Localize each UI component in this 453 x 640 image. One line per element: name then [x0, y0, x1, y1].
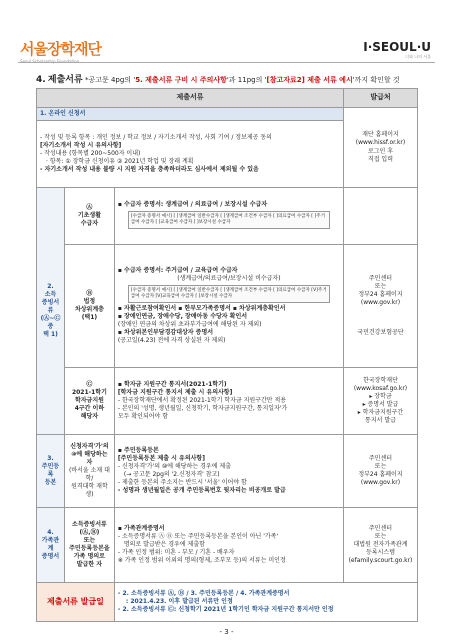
- near-poverty-issuer: 주민센터 또는 정부24 홈페이지 (www.gov.kr) 국민건강보험공단: [343, 245, 417, 368]
- logo-i-seoul-u: I·SEOUL·U 너와 나의 서울: [363, 40, 431, 59]
- page-number: - 3 -: [219, 628, 234, 636]
- family-relation-label: 4. 가족관계 증명서: [37, 508, 65, 583]
- income-proof-label: 2. 소득 증빙서류 (Ⓐ~Ⓒ 중 택 1): [37, 188, 65, 435]
- resident-registration-issuer: 주민센터 또는 정부24 홈페이지 (www.gov.kr): [343, 435, 417, 508]
- header-issuer: 발급처: [343, 89, 417, 108]
- near-poverty-label: Ⓑ 법정 차상위계층 (택1): [64, 245, 114, 368]
- family-relation-issuer: 주민센터 또는 대법원 전자가족관계 등록시스템 (efamily.scourt.go.kr): [343, 508, 417, 583]
- resident-registration-details: ▪ 주민등록등본 [주민등록등본 제출 시 유의사항] - 신청자격'가'의 ⑩에 해당하는 경우에 제출 (→ 공고문 2pg의 '2.신청자격' 참고) - 제출한 등본의 주소지는 반드시 '서울' 이어야 함 - 성명과 생년월일은 공개 주민등록번호 뒷자리는 비공개로 발급: [114, 435, 343, 508]
- online-form-details: - 작성 및 등록 항목 : 개인 정보 / 학교 정보 / 자기소개서 작성, 사회 기여 / 정보제공 동의 [자기소개서 작성 시 유의사항] - 작성내용 (항목별 200~500자 이내) · 항목: ① 장학금 신청이유 ② 2021년 학업 및 장래 계획 - 자기소개서 작성 내용 불량 시 지원 자격을 충족하더라도 심사에서 제외될 수 있음: [37, 121, 344, 188]
- section-title: 4. 제출서류 *공고문 4pg의 '5. 제출서류 구비 시 주의사항'과 11pg의 '[참고자료2] 제출 서류 예시'까지 확인할 것: [36, 75, 400, 85]
- online-issuer: 재단 홈페이지 (www.hissf.or.kr) 로그인 후 직접 입력: [343, 108, 417, 188]
- blank-issuer: [343, 188, 417, 245]
- near-poverty-details: ▪ 수급자 증명서: 주거급여 / 교육급여 수급자 (생계급여/의료급여/보장시설 비수급자) [수급자 증명서 예시] [ ]생계급여 일반수급자 [ ]생계급여 조건부 수급자 [ ]의료급여 수급자 [V]주거급여 수급자 [V]교육급여 수급자 [ ]보장시설 수급자 ▪ 자활근로참여확인서 ▪ 한부모가족증명서 ▪ 차상위계층확인서 ▪ 장애인연금, 장애수당, 장애아동 수당자 확인서 (장애인 연금의 차상위 초과부가급여에 해당된 자 제외) ▪ 차상위본인부담경감대상자 증명서 (공고일(4.23) 전에 자격 상실된 자 제외): [114, 245, 343, 368]
- tuition-support-issuer: 한국장학재단 (www.kosaf.go.kr) ▸ 장학금 ▸ 증명서 발급 ▸ 학자금지원구간 통지서 발급: [343, 368, 417, 435]
- tuition-support-label: Ⓒ 2021-1학기 학자금지원 4구간 이하 해당자: [64, 368, 114, 435]
- issue-date-details: - 2. 소득증빙서류 Ⓐ, Ⓑ / 3. 주민등록등본 / 4. 가족관계증명서 : 2021.4.23. 이후 발급된 서류만 인정 - 2. 소득증빙서류 Ⓒ: 신청학기 2021년 1학기인 학자금 지원구간 통지서만 인정: [114, 583, 417, 622]
- tuition-support-details: ▪ 학자금 지원구간 통지서(2021-1학기) [학자금 지원구간 통지서 제출 시 유의사항] - 한국장학재단에서 확정된 2021-1학기 학자금 지원구간만 적용 - 본인의 '성명, 생년월일, 신청학기, 학자금지원구간, 통지일자'가 모두 확인되어야 함: [114, 368, 343, 435]
- family-relation-details: ▪ 가족관계증명서 - 소득증명서류 Ⓐ Ⓑ 또는 주민등록등본을 본인이 아닌 '가족' 명의로 발급받은 경우에 제출함 - 가족 인정 범위: 미혼 - 부모 / 기혼 - 배우자 ※ 가족 인정 범위 이외의 명의(형제, 조부모 등)의 서류는 미인정: [114, 508, 343, 583]
- basic-livelihood-details: ▪ 수급자 증명서: 생계급여 / 의료급여 / 보장시설 수급자 [수급자 증명서 예시] [ ]생계급여 일반수급자 [ ]생계급여 조건부 수급자 [ ]의료급여 수급자 [ ]주거급여 수급자 [ ]교육급여 수급자 [ ]보장시설 수급자: [114, 188, 343, 245]
- basic-livelihood-label: Ⓐ 기초생활 수급자: [64, 188, 114, 245]
- resident-registration-condition: 신청자격'가'의 ⑩에 해당하는 자 (바서울 소재 대학/ 원격대학 재학생): [64, 435, 114, 508]
- online-form-title: 1. 온라인 신청서: [37, 108, 344, 121]
- resident-registration-label: 3. 주민등록 등본: [37, 435, 65, 508]
- family-relation-condition: 소득증빙서류(Ⓐ,Ⓑ) 또는 주민등록등본을 가족 명의로 발급한 자: [64, 508, 114, 583]
- documents-table: [36, 88, 418, 622]
- logo-seoul-scholarship: 서울장학재단 Seoul Scholarship Foundation: [20, 40, 101, 64]
- header-documents: 제출서류: [37, 89, 344, 108]
- header-divider: [18, 62, 435, 63]
- issue-date-label: 제출서류 발급일: [37, 583, 115, 622]
